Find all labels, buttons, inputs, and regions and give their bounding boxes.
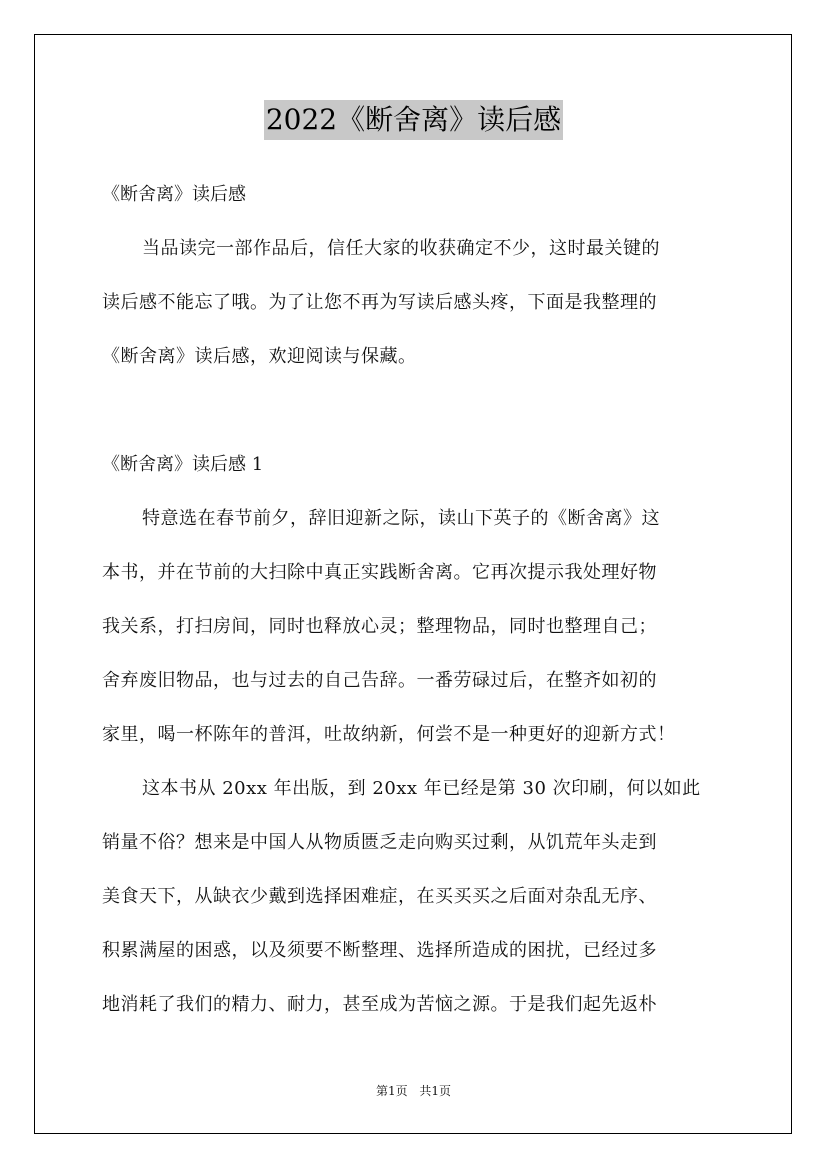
section1-paragraph-2 — [102, 762, 730, 1032]
section1-heading: 《断舍离》读后感 1 — [102, 454, 264, 475]
title-container — [0, 100, 827, 140]
paragraph-line: 积累满屋的困惑，以及须要不断整理、选择所造成的困扰，已经过多 — [102, 940, 657, 961]
paragraph-line: 读后感不能忘了哦。为了让您不再为写读后感头疼，下面是我整理的 — [102, 292, 657, 313]
document-body — [102, 168, 730, 1032]
paragraph-line: 这本书从 20xx 年出版，到 20xx 年已经是第 30 次印刷，何以如此 — [142, 778, 701, 799]
page-number: 第1页 — [375, 1084, 408, 1098]
paragraph-line: 当品读完一部作品后，信任大家的收获确定不少，这时最关键的 — [142, 238, 660, 259]
page-footer — [0, 1083, 827, 1099]
paragraph-line: 销量不俗？想来是中国人从物质匮乏走向购买过剩，从饥荒年头走到 — [102, 832, 657, 853]
spacer — [102, 384, 730, 438]
paragraph-line: 我关系，打扫房间，同时也释放心灵；整理物品，同时也整理自己； — [102, 616, 657, 637]
document-title: 2022《断舍离》读后感 — [264, 100, 563, 140]
paragraph-line: 家里，喝一杯陈年的普洱，吐故纳新，何尝不是一种更好的迎新方式！ — [102, 724, 676, 745]
paragraph-line: 地消耗了我们的精力、耐力，甚至成为苦恼之源。于是我们起先返朴 — [102, 994, 657, 1015]
paragraph-line: 《断舍离》读后感，欢迎阅读与保藏。 — [102, 346, 417, 367]
intro-heading: 《断舍离》读后感 — [102, 184, 246, 205]
paragraph-line: 舍弃废旧物品，也与过去的自己告辞。一番劳碌过后，在整齐如初的 — [102, 670, 657, 691]
page-total: 共1页 — [419, 1084, 452, 1098]
paragraph-line: 美食天下，从缺衣少戴到选择困难症，在买买买之后面对杂乱无序、 — [102, 886, 657, 907]
intro-paragraph — [102, 222, 730, 384]
paragraph-line: 本书，并在节前的大扫除中真正实践断舍离。它再次提示我处理好物 — [102, 562, 657, 583]
section1-paragraph-1 — [102, 492, 730, 762]
paragraph-line: 特意选在春节前夕，辞旧迎新之际，读山下英子的《断舍离》这 — [142, 508, 660, 529]
